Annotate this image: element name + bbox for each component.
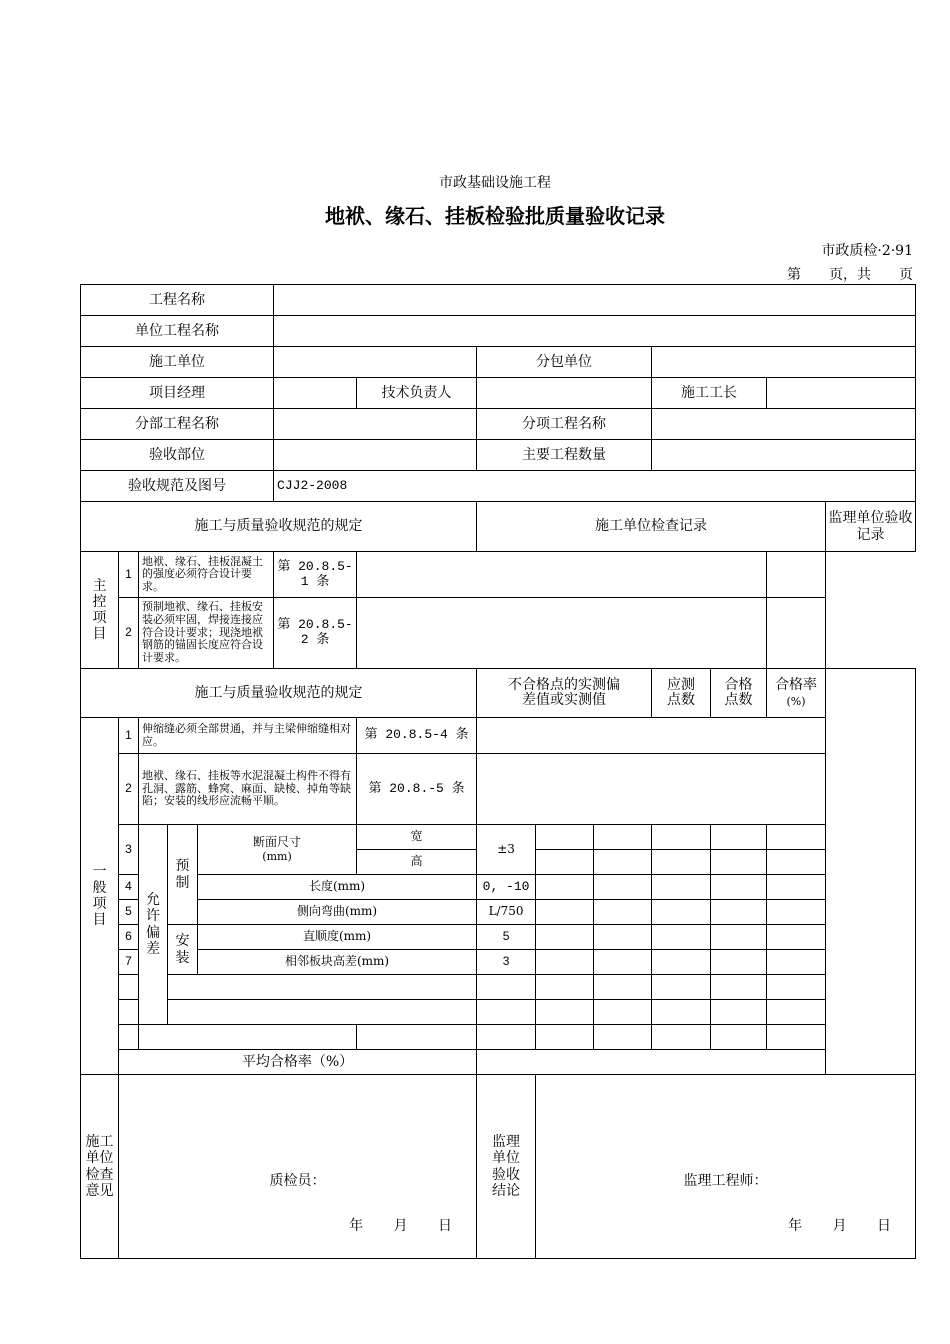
measure-cell[interactable]: [652, 900, 711, 925]
label-subcontractor: 分包单位: [477, 347, 652, 378]
supervisor-record-header: 监理单位验收记录: [826, 502, 916, 552]
measure-cell[interactable]: [652, 1025, 711, 1050]
field-inspection-location[interactable]: [274, 440, 477, 471]
measure-cell[interactable]: [536, 950, 594, 975]
supervisor-signoff[interactable]: [536, 1075, 916, 1259]
blank-no[interactable]: [119, 975, 139, 1000]
section-tolerance-value: ±3: [477, 825, 536, 875]
measure-cell[interactable]: [594, 925, 652, 950]
label-construction-unit: 施工单位: [81, 347, 274, 378]
main-item-supervisor[interactable]: [767, 598, 826, 669]
measure-cell[interactable]: [767, 1025, 826, 1050]
tolerance-label: [139, 825, 168, 1025]
form-title: 地袱、缘石、挂板检验批质量验收记录: [325, 204, 665, 228]
percent-unit: (%): [786, 695, 806, 708]
measure-cell[interactable]: [652, 875, 711, 900]
measure-cell[interactable]: [536, 825, 594, 850]
section-size-text: 断面尺寸: [253, 834, 302, 849]
measure-cell[interactable]: [594, 825, 652, 850]
tol-item-value: 3: [477, 950, 536, 975]
contractor-opinion-label: [81, 1075, 119, 1259]
blank-name[interactable]: [168, 1000, 477, 1025]
measure-cell[interactable]: [536, 850, 594, 875]
blank-name[interactable]: [139, 1025, 357, 1050]
blank-name[interactable]: [168, 975, 477, 1000]
measure-cell[interactable]: [711, 950, 767, 975]
inspection-record-table: [80, 284, 916, 1259]
field-foreman[interactable]: [767, 378, 916, 409]
field-division-name[interactable]: [274, 409, 477, 440]
general-item-record[interactable]: [477, 754, 826, 825]
prefab-label-text: 预制: [175, 858, 190, 891]
form-code: 市政质检·2·91: [821, 243, 913, 259]
field-main-quantity[interactable]: [652, 440, 916, 471]
measure-cell[interactable]: [711, 975, 767, 1000]
measure-cell[interactable]: [711, 1000, 767, 1025]
tol-item-no: 7: [119, 950, 139, 975]
measure-cell[interactable]: [652, 925, 711, 950]
tol-item-value: L/750: [477, 900, 536, 925]
field-subcontractor[interactable]: [652, 347, 916, 378]
blank-value[interactable]: [357, 1025, 477, 1050]
height-label: 高: [357, 850, 477, 875]
measure-cell[interactable]: [594, 850, 652, 875]
measure-cell[interactable]: [767, 950, 826, 975]
general-item-record[interactable]: [477, 718, 826, 754]
main-item-record[interactable]: [357, 598, 767, 669]
measure-cell[interactable]: [652, 825, 711, 850]
general-item-no: 1: [119, 718, 139, 754]
tol-item-name: 长度(mm): [198, 875, 477, 900]
qualified-rate-text: 合格率: [775, 676, 818, 693]
main-item-clause: 第 20.8.5-1 条: [274, 552, 357, 598]
measure-cell[interactable]: [767, 925, 826, 950]
measure-cell[interactable]: [711, 875, 767, 900]
contractor-date: 年 月 日: [349, 1218, 453, 1234]
measure-cell[interactable]: [594, 900, 652, 925]
label-project-manager: 项目经理: [81, 378, 274, 409]
main-control-label-text: 主控项目: [92, 577, 107, 643]
tol-item-value: 5: [477, 925, 536, 950]
label-unit-project-name: 单位工程名称: [81, 316, 274, 347]
deviation-header-text: 不合格点的实测偏差值或实测值: [508, 676, 621, 708]
label-subitem-name: 分项工程名称: [477, 409, 652, 440]
general-item-clause: 第 20.8.-5 条: [357, 754, 477, 825]
general-item-text: 伸缩缝必须全部贯通，并与主梁伸缩缝相对应。: [139, 718, 357, 754]
main-item-no: 2: [119, 598, 139, 669]
field-spec-drawing[interactable]: CJJ2-2008: [274, 471, 916, 502]
install-label: [168, 925, 198, 975]
main-item-text: 预制地袱、缘石、挂板安装必须牢固，焊接连接应符合设计要求；现浇地袱钢筋的锚固长度应符合设计要求。: [139, 598, 274, 669]
measure-cell[interactable]: [594, 875, 652, 900]
tol-item-name: 直顺度(mm): [198, 925, 477, 950]
measure-cell[interactable]: [652, 950, 711, 975]
inspector-label: 质检员：: [269, 1173, 326, 1189]
tol-item-no: 6: [119, 925, 139, 950]
general-supervisor-cell[interactable]: [826, 669, 916, 1075]
label-main-quantity: 主要工程数量: [477, 440, 652, 471]
main-item-supervisor[interactable]: [767, 552, 826, 598]
tol-item-value: 0, -10: [477, 875, 536, 900]
blank-value[interactable]: [477, 1000, 536, 1025]
label-division-name: 分部工程名称: [81, 409, 274, 440]
measure-cell[interactable]: [767, 850, 826, 875]
measure-cell[interactable]: [711, 825, 767, 850]
label-tech-lead: 技术负责人: [357, 378, 477, 409]
deviation-header: [477, 669, 652, 718]
should-measure-header: [652, 669, 711, 718]
measure-cell[interactable]: [767, 875, 826, 900]
measure-cell[interactable]: [536, 1025, 594, 1050]
tolerance-label-text: 允许偏差: [146, 892, 160, 957]
qualified-points-text: 合格点数: [724, 676, 753, 708]
supervisor-date: 年 月 日: [788, 1218, 892, 1234]
main-control-group-label: [81, 552, 119, 669]
install-label-text: 安装: [175, 933, 190, 966]
general-item-no: 2: [119, 754, 139, 825]
field-project-manager[interactable]: [274, 378, 357, 409]
supervisor-conclusion-text: 监理单位验收结论: [492, 1134, 521, 1199]
measure-cell[interactable]: [536, 975, 594, 1000]
measure-cell[interactable]: [711, 850, 767, 875]
form-subtitle: 市政基础设施工程: [439, 175, 551, 191]
qualified-points-header: [711, 669, 767, 718]
blank-no[interactable]: [119, 1000, 139, 1025]
avg-rate-value[interactable]: [477, 1050, 826, 1075]
supervisor-conclusion-label: [477, 1075, 536, 1259]
label-foreman: 施工工长: [652, 378, 767, 409]
qualified-rate-header: [767, 669, 826, 718]
contractor-signoff[interactable]: [119, 1075, 477, 1259]
section-unit: (mm): [262, 849, 292, 863]
tol-item-no: 4: [119, 875, 139, 900]
measure-cell[interactable]: [536, 875, 594, 900]
measure-cell[interactable]: [594, 950, 652, 975]
main-item-record[interactable]: [357, 552, 767, 598]
measure-cell[interactable]: [711, 925, 767, 950]
main-control-spec-header: 施工与质量验收规范的规定: [81, 502, 477, 552]
tol-item-no: 5: [119, 900, 139, 925]
label-spec-drawing: 验收规范及图号: [81, 471, 274, 502]
measure-cell[interactable]: [536, 925, 594, 950]
should-measure-text: 应测点数: [667, 676, 696, 708]
label-inspection-location: 验收部位: [81, 440, 274, 471]
general-item-clause: 第 20.8.5-4 条: [357, 718, 477, 754]
measure-cell[interactable]: [594, 1000, 652, 1025]
general-spec-header: 施工与质量验收规范的规定: [81, 669, 477, 718]
label-project-name: 工程名称: [81, 285, 274, 316]
main-item-text: 地袱、缘石、挂板混凝土的强度必须符合设计要求。: [139, 552, 274, 598]
measure-cell[interactable]: [767, 900, 826, 925]
avg-rate-label: 平均合格率（%）: [119, 1050, 477, 1075]
field-project-name[interactable]: [274, 285, 916, 316]
measure-cell[interactable]: [477, 1025, 536, 1050]
general-item-text: 地袱、缘石、挂板等水泥混凝土构件不得有孔洞、露筋、蜂窝、麻面、缺棱、掉角等缺陷；安装的线形应流畅平顺。: [139, 754, 357, 825]
field-subitem-name[interactable]: [652, 409, 916, 440]
general-group-label: [81, 718, 119, 1075]
measure-cell[interactable]: [711, 1025, 767, 1050]
main-item-clause: 第 20.8.5-2 条: [274, 598, 357, 669]
field-construction-unit[interactable]: [274, 347, 477, 378]
measure-cell[interactable]: [652, 975, 711, 1000]
supervisor-engineer-label: 监理工程师：: [683, 1173, 768, 1189]
measure-cell[interactable]: [652, 850, 711, 875]
measure-cell[interactable]: [767, 975, 826, 1000]
prefab-label: [168, 825, 198, 925]
tol-item-name: 侧向弯曲(mm): [198, 900, 477, 925]
measure-cell[interactable]: [767, 825, 826, 850]
blank-value[interactable]: [477, 975, 536, 1000]
tol-item-name: 相邻板块高差(mm): [198, 950, 477, 975]
blank-no[interactable]: [119, 1025, 139, 1050]
field-tech-lead[interactable]: [477, 378, 652, 409]
section-size-label: [198, 825, 357, 875]
contractor-opinion-text: 施工单位检查意见: [85, 1134, 114, 1199]
measure-cell[interactable]: [652, 1000, 711, 1025]
general-label-text: 一般项目: [92, 863, 107, 929]
field-unit-project-name[interactable]: [274, 316, 916, 347]
measure-cell[interactable]: [594, 975, 652, 1000]
contractor-record-header: 施工单位检查记录: [477, 502, 826, 552]
page-info: 第 页，共 页: [787, 267, 913, 283]
measure-cell[interactable]: [767, 1000, 826, 1025]
measure-cell[interactable]: [594, 1025, 652, 1050]
main-item-no: 1: [119, 552, 139, 598]
measure-cell[interactable]: [536, 900, 594, 925]
measure-cell[interactable]: [536, 1000, 594, 1025]
tol-item-no: 3: [119, 825, 139, 875]
measure-cell[interactable]: [711, 900, 767, 925]
width-label: 宽: [357, 825, 477, 850]
